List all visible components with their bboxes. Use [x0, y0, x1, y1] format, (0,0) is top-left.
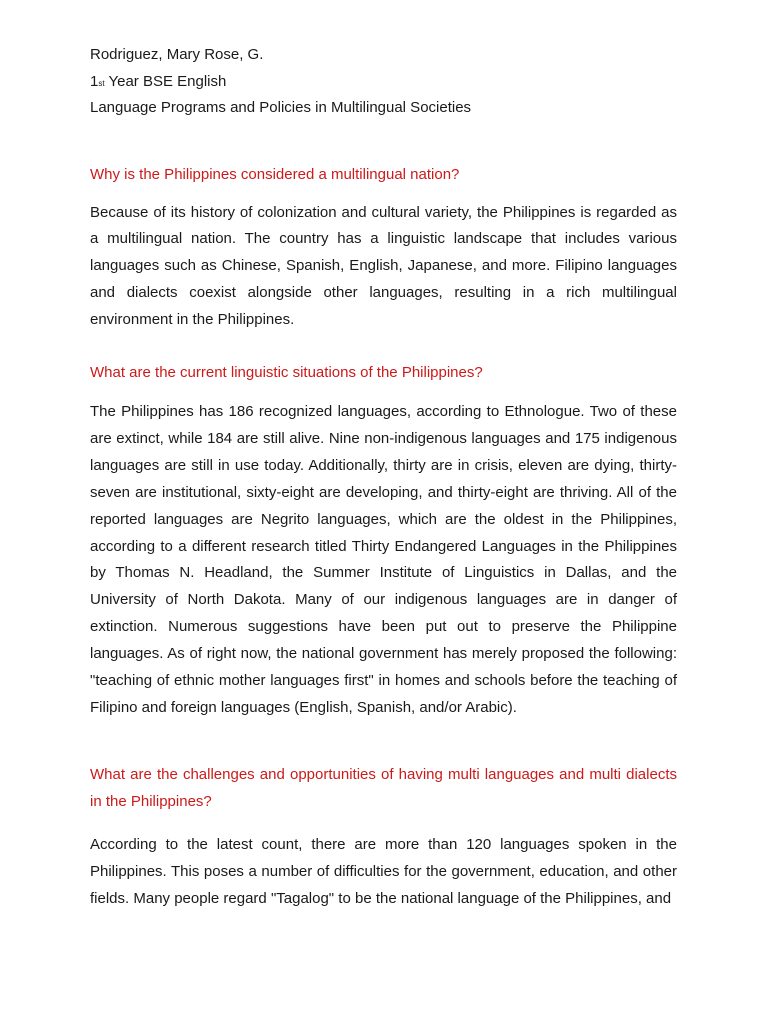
year-program: Year BSE English [104, 72, 227, 90]
question-heading: What are the current linguistic situations of the Philippines? [90, 364, 483, 382]
answer-paragraph: According to the latest count, there are more than 120 languages spoken in the Philippines. This poses a number of difficulties for the government, education, and other fields. Many people regard "Tagalog" to be the national language of the Philippines, and [90, 835, 677, 907]
question-heading: Why is the Philippines considered a multilingual nation? [90, 165, 460, 183]
question-heading: What are the challenges and opportunities of having multi languages and multi dialects in the Philippines? [90, 765, 677, 810]
answer-paragraph: Because of its history of colonization and cultural variety, the Philippines is regarded as a multilingual nation. The country has a linguistic landscape that includes various languages such as Chinese, Spanish, English, Japanese, and more. Filipino languages and dialects coexist alongside other languages, resulting in a rich multilingual environment in the Philippines. [90, 203, 677, 329]
student-year [90, 69, 677, 96]
document-page [90, 0, 677, 913]
course-title: Language Programs and Policies in Multilingual Societies [90, 99, 472, 116]
year-suffix: st [98, 78, 105, 88]
author-name: Rodriguez, Mary Rose, G. [90, 46, 264, 63]
document-header [90, 0, 677, 122]
year-number: 1 [90, 72, 99, 90]
answer-paragraph: The Philippines has 186 recognized languages, according to Ethnologue. Two of these are extinct, while 184 are still alive. Nine non-indigenous languages and 175 indigenous languages are still in use today. Additionally, thirty are in crisis, eleven are dying, thirty-seven are institutional, sixty-eight are developing, and thirty-eight are thriving. All of the reported languages are Negrito languages, which are the oldest in the Philippines, according to a different research titled Thirty Endangered Languages in the Philippines by Thomas N. Headland, the Summer Institute of Linguistics in Dallas, and the University of North Dakota. Many of our indigenous languages are in danger of extinction. Numerous suggestions have been put out to preserve the Philippine languages. As of right now, the national government has merely proposed the following: "teaching of ethnic mother languages first" in homes and schools before the teaching of Filipino and foreign languages (English, Spanish, and/or Arabic). [90, 403, 677, 716]
